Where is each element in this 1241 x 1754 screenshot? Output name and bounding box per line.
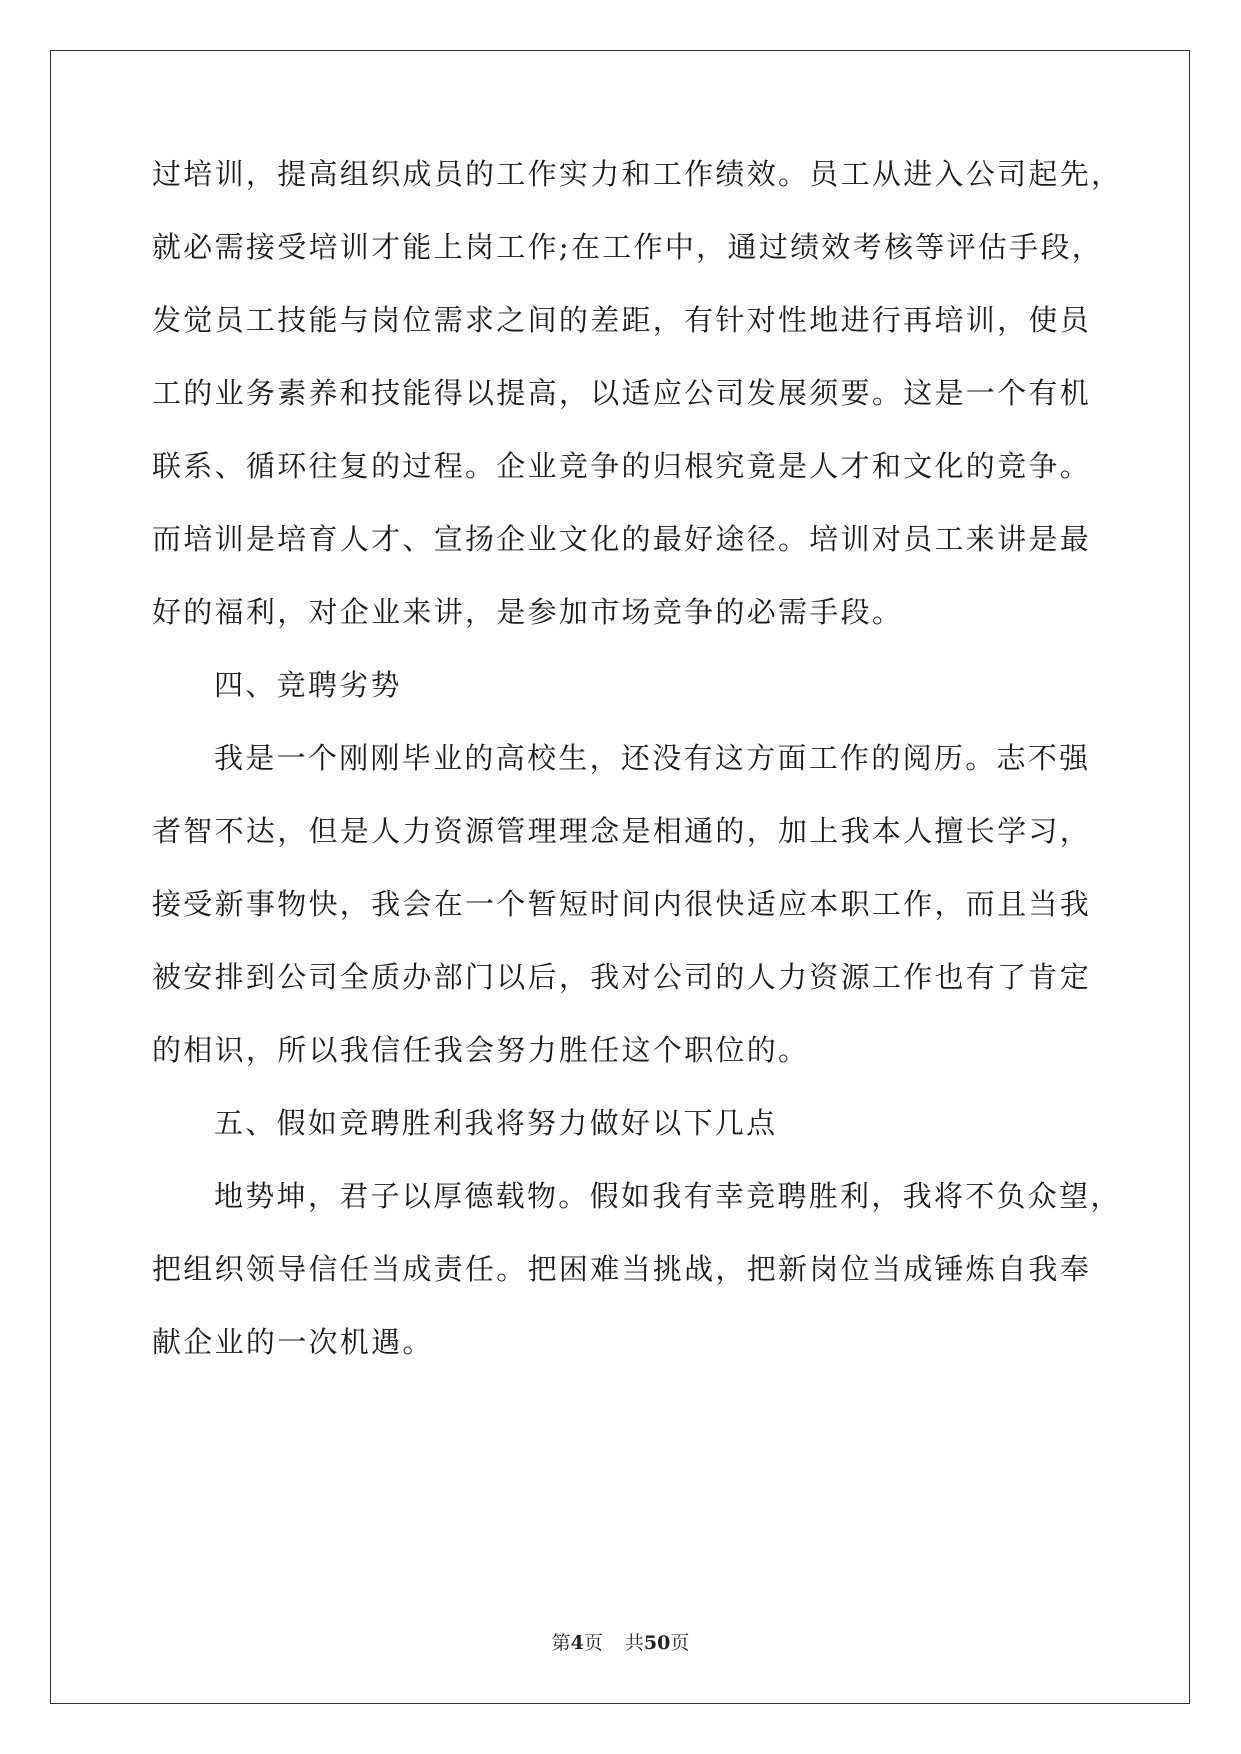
total-suffix: 页 xyxy=(670,1632,690,1654)
paragraph-line: 献企业的一次机遇。 xyxy=(152,1325,434,1359)
total-pages: 50 xyxy=(643,1632,671,1654)
paragraph-line: 好的福利，对企业来讲，是参加市场竞争的必需手段。 xyxy=(152,595,904,629)
paragraph-line: 把组织领导信任当成责任。把困难当挑战，把新岗位当成锤炼自我奉 xyxy=(152,1252,1092,1286)
page-number: 4 xyxy=(570,1632,584,1654)
page-suffix: 页 xyxy=(583,1632,603,1654)
section-heading: 四、竞聘劣势 xyxy=(214,668,402,702)
paragraph-line: 而培训是培育人才、宣扬企业文化的最好途径。培训对员工来讲是最 xyxy=(152,522,1092,556)
paragraph-line: 被安排到公司全质办部门以后，我对公司的人力资源工作也有了肯定 xyxy=(152,960,1092,994)
page-footer xyxy=(0,1628,1241,1655)
paragraph-line: 过培训，提高组织成员的工作实力和工作绩效。员工从进入公司起先， xyxy=(152,157,1123,191)
paragraph-line: 发觉员工技能与岗位需求之间的差距，有针对性地进行再培训，使员 xyxy=(152,303,1092,337)
paragraph-line: 的相识，所以我信任我会努力胜任这个职位的。 xyxy=(152,1033,810,1067)
page-prefix: 第 xyxy=(551,1632,571,1654)
paragraph-line: 接受新事物快，我会在一个暂短时间内很快适应本职工作，而且当我 xyxy=(152,887,1092,921)
section-heading: 五、假如竞聘胜利我将努力做好以下几点 xyxy=(214,1106,778,1140)
paragraph-line: 就必需接受培训才能上岗工作;在工作中，通过绩效考核等评估手段， xyxy=(152,230,1104,264)
paragraph-line: 者智不达，但是人力资源管理理念是相通的，加上我本人擅长学习， xyxy=(152,814,1092,848)
paragraph-line: 我是一个刚刚毕业的高校生，还没有这方面工作的阅历。志不强 xyxy=(214,741,1091,775)
total-prefix: 共 xyxy=(624,1632,644,1654)
paragraph-line: 地势坤，君子以厚德载物。假如我有幸竞聘胜利，我将不负众望， xyxy=(214,1179,1122,1213)
paragraph-line: 工的业务素养和技能得以提高，以适应公司发展须要。这是一个有机 xyxy=(152,376,1092,410)
page-border xyxy=(50,50,1190,1704)
paragraph-line: 联系、循环往复的过程。企业竞争的归根究竟是人才和文化的竞争。 xyxy=(152,449,1092,483)
